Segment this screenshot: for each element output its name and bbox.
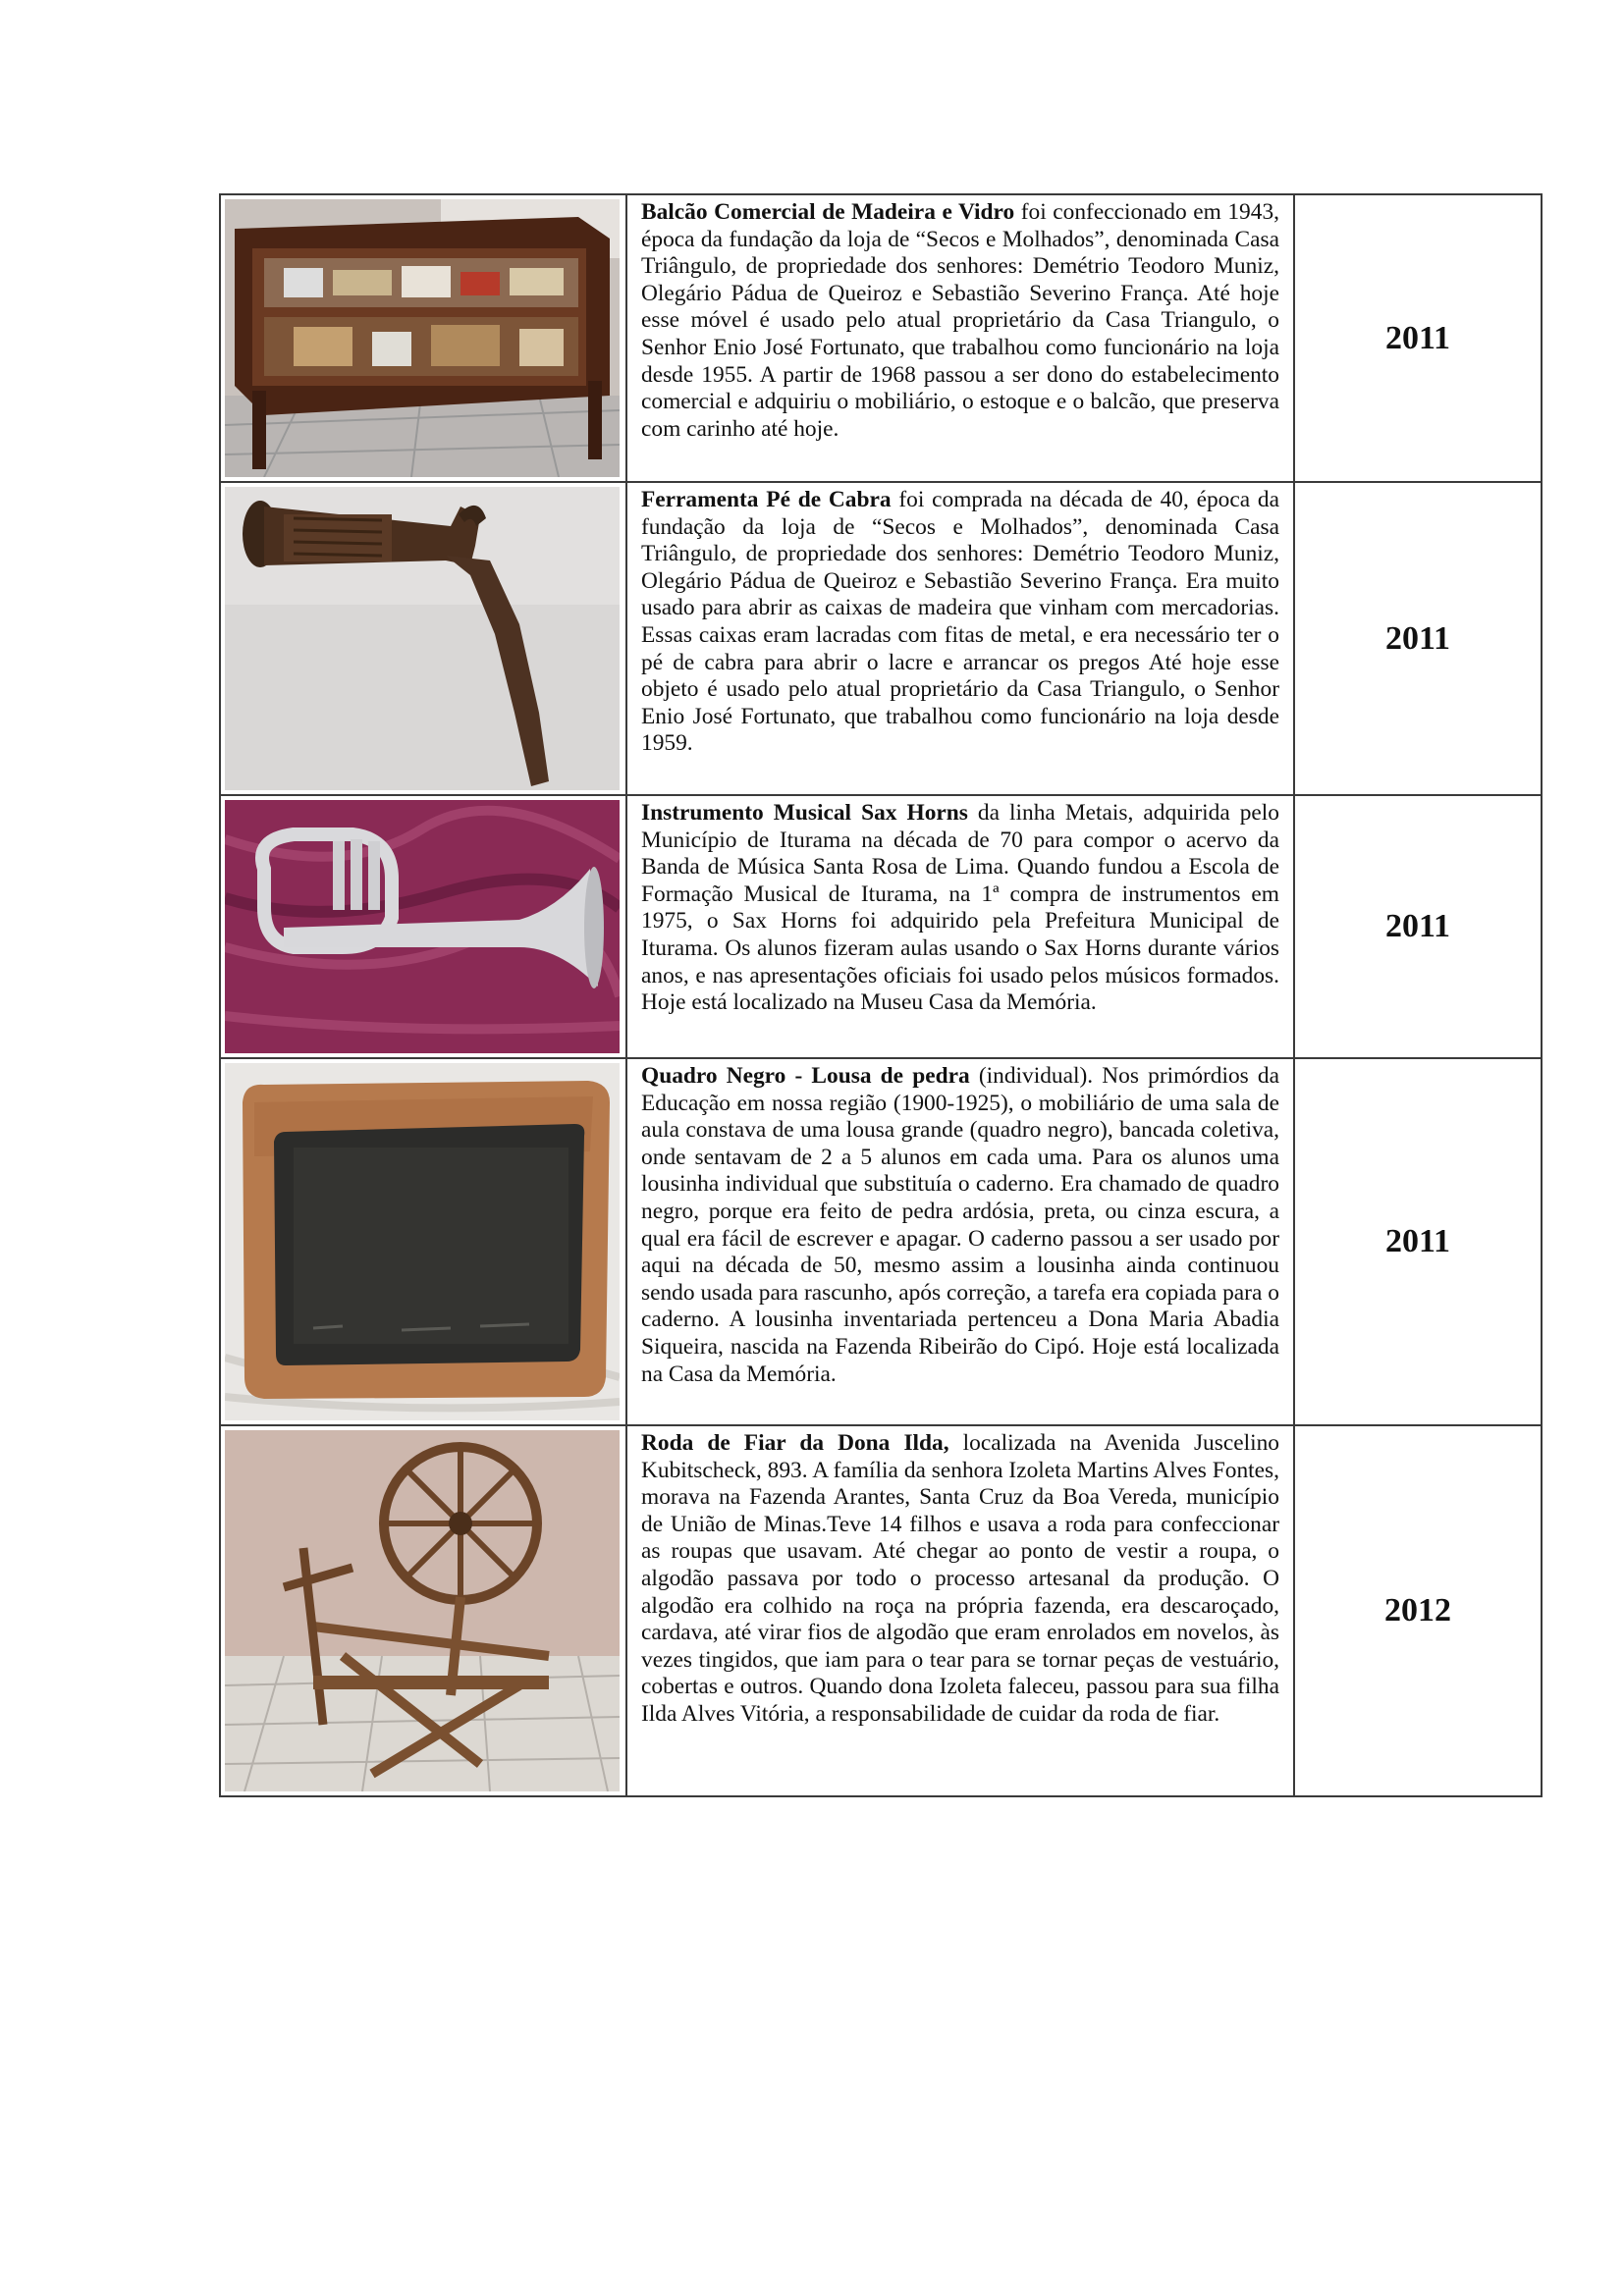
table-row <box>220 1058 1542 1425</box>
slate-board-photo <box>225 1063 620 1420</box>
item-description <box>641 1430 1279 1729</box>
table-row <box>220 795 1542 1058</box>
table-row <box>220 1425 1542 1796</box>
description-cell <box>626 1425 1294 1796</box>
item-year: 2011 <box>1384 908 1451 944</box>
photo-cell <box>220 795 626 1058</box>
item-title: Ferramenta Pé de Cabra <box>641 487 892 512</box>
table-row <box>220 194 1542 482</box>
item-title: Balcão Comercial de Madeira e Vidro <box>641 199 1015 225</box>
item-year: 2011 <box>1384 1223 1451 1259</box>
item-text: da linha Metais, adquirida pelo Município de Iturama na década de 70 para compor o acervo da Banda de Música Santa Rosa de Lima. Quando fundou a Escola de Formação Musical de Iturama, na 1ª compra de instrumentos em 1975, o Sax Horns foi adquirido pela Prefeitura Municipal de Iturama. Os alunos fizeram aulas usando o Sax Horns durante vários anos, e nas apresentações oficiais foi usado pelos músicos formados. Hoje está localizado na Museu Casa da Memória. <box>641 800 1279 1016</box>
year-cell <box>1294 1058 1542 1425</box>
item-description <box>641 199 1279 443</box>
photo-cell <box>220 1425 626 1796</box>
item-text: foi comprada na década de 40, época da fundação da loja de “Secos e Molhados”, denominada Casa Triângulo, de propriedade dos senhores: Demétrio Teodoro Muniz, Olegário Pádua de Queiroz e Sebastião Severino França. Era muito usado para abrir as caixas de madeira que vinham com mercadorias. Essas caixas eram lacradas com fitas de metal, e era necessário ter o pé de cabra para abrir o lacre e arrancar os pregos Até hoje esse objeto é usado pelo atual proprietário da Casa Triangulo, o Senhor Enio José Fortunato, que trabalhou como funcionário na loja desde 1959. <box>641 487 1280 757</box>
crowbar-photo <box>225 487 620 790</box>
photo-cell <box>220 194 626 482</box>
item-text: foi confeccionado em 1943, época da fundação da loja de “Secos e Molhados”, denominada Casa Triângulo, de propriedade dos senhores: Demétrio Teodoro Muniz, Olegário Pádua de Queiroz e Sebastião Severino França. Até hoje esse móvel é usado pelo atual proprietário da Casa Triangulo, o Senhor Enio José Fortunato, que trabalhou como funcionário na loja desde 1955. A partir de 1968 passou a ser dono do estabelecimento comercial e adquiriu o mobiliário, o estoque e o balcão, que preserva com carinho até hoje. <box>641 199 1279 442</box>
description-cell <box>626 1058 1294 1425</box>
year-cell <box>1294 482 1542 795</box>
item-title: Quadro Negro - Lousa de pedra <box>641 1063 970 1089</box>
description-cell <box>626 194 1294 482</box>
inventory-table <box>219 193 1543 1797</box>
year-cell <box>1294 1425 1542 1796</box>
photo-cell <box>220 1058 626 1425</box>
item-year: 2012 <box>1384 1592 1451 1629</box>
description-cell <box>626 482 1294 795</box>
item-description <box>641 487 1279 758</box>
description-cell <box>626 795 1294 1058</box>
item-title: Roda de Fiar da Dona Ilda, <box>641 1430 949 1456</box>
spinning-wheel-photo <box>225 1430 620 1791</box>
item-text: localizada na Avenida Juscelino Kubitscheck, 893. A família da senhora Izoleta Martins Alves Fontes, morava na Fazenda Arantes, Santa Cruz da Boa Vereda, município de União de Minas.Teve 14 filhos e usava a roda para confeccionar as roupas que usavam. Até chegar ao ponto de vestir a roupa, o algodão passava por todo o processo artesanal da produção. O algodão era colhido na roça na própria fazenda, era descaroçado, cardava, até virar fios de algodão que eram enrolados em novelos, às vezes tingidos, que iam para o tear para se tornar peças de vestuário, cobertas e outros. Quando dona Izoleta faleceu, passou para sua filha Ilda Alves Vitória, a responsabilidade de cuidar da roda de fiar. <box>641 1430 1280 1727</box>
item-description <box>641 1063 1279 1388</box>
item-year: 2011 <box>1384 619 1451 657</box>
item-title: Instrumento Musical Sax Horns <box>641 800 968 826</box>
year-cell <box>1294 795 1542 1058</box>
photo-cell <box>220 482 626 795</box>
item-year: 2011 <box>1384 319 1451 356</box>
table-row <box>220 482 1542 795</box>
sax-horn-photo <box>225 800 620 1053</box>
item-text: (individual). Nos primórdios da Educação em nossa região (1900-1925), o mobiliário de uma sala de aula constava de uma lousa grande (quadro negro), bancada coletiva, onde sentavam de 2 a 5 alunos em cada uma. Para os alunos uma lousinha individual que substituía o caderno. Era chamado de quadro negro, porque era feito de pedra ardósia, preta, ou cinza escura, a qual era fácil de escrever e apagar. O caderno passou a ser usado por aqui na década de 50, mesmo assim a lousinha ainda continuou sendo usada para rascunho, após correção, a tarefa era copiada para o caderno. A lousinha inventariada pertenceu a Dona Maria Abadia Siqueira, nascida na Fazenda Ribeirão do Cipó. Hoje está localizada na Casa da Memória. <box>641 1063 1280 1387</box>
counter-photo <box>225 199 620 477</box>
year-cell <box>1294 194 1542 482</box>
item-description <box>641 800 1279 1017</box>
